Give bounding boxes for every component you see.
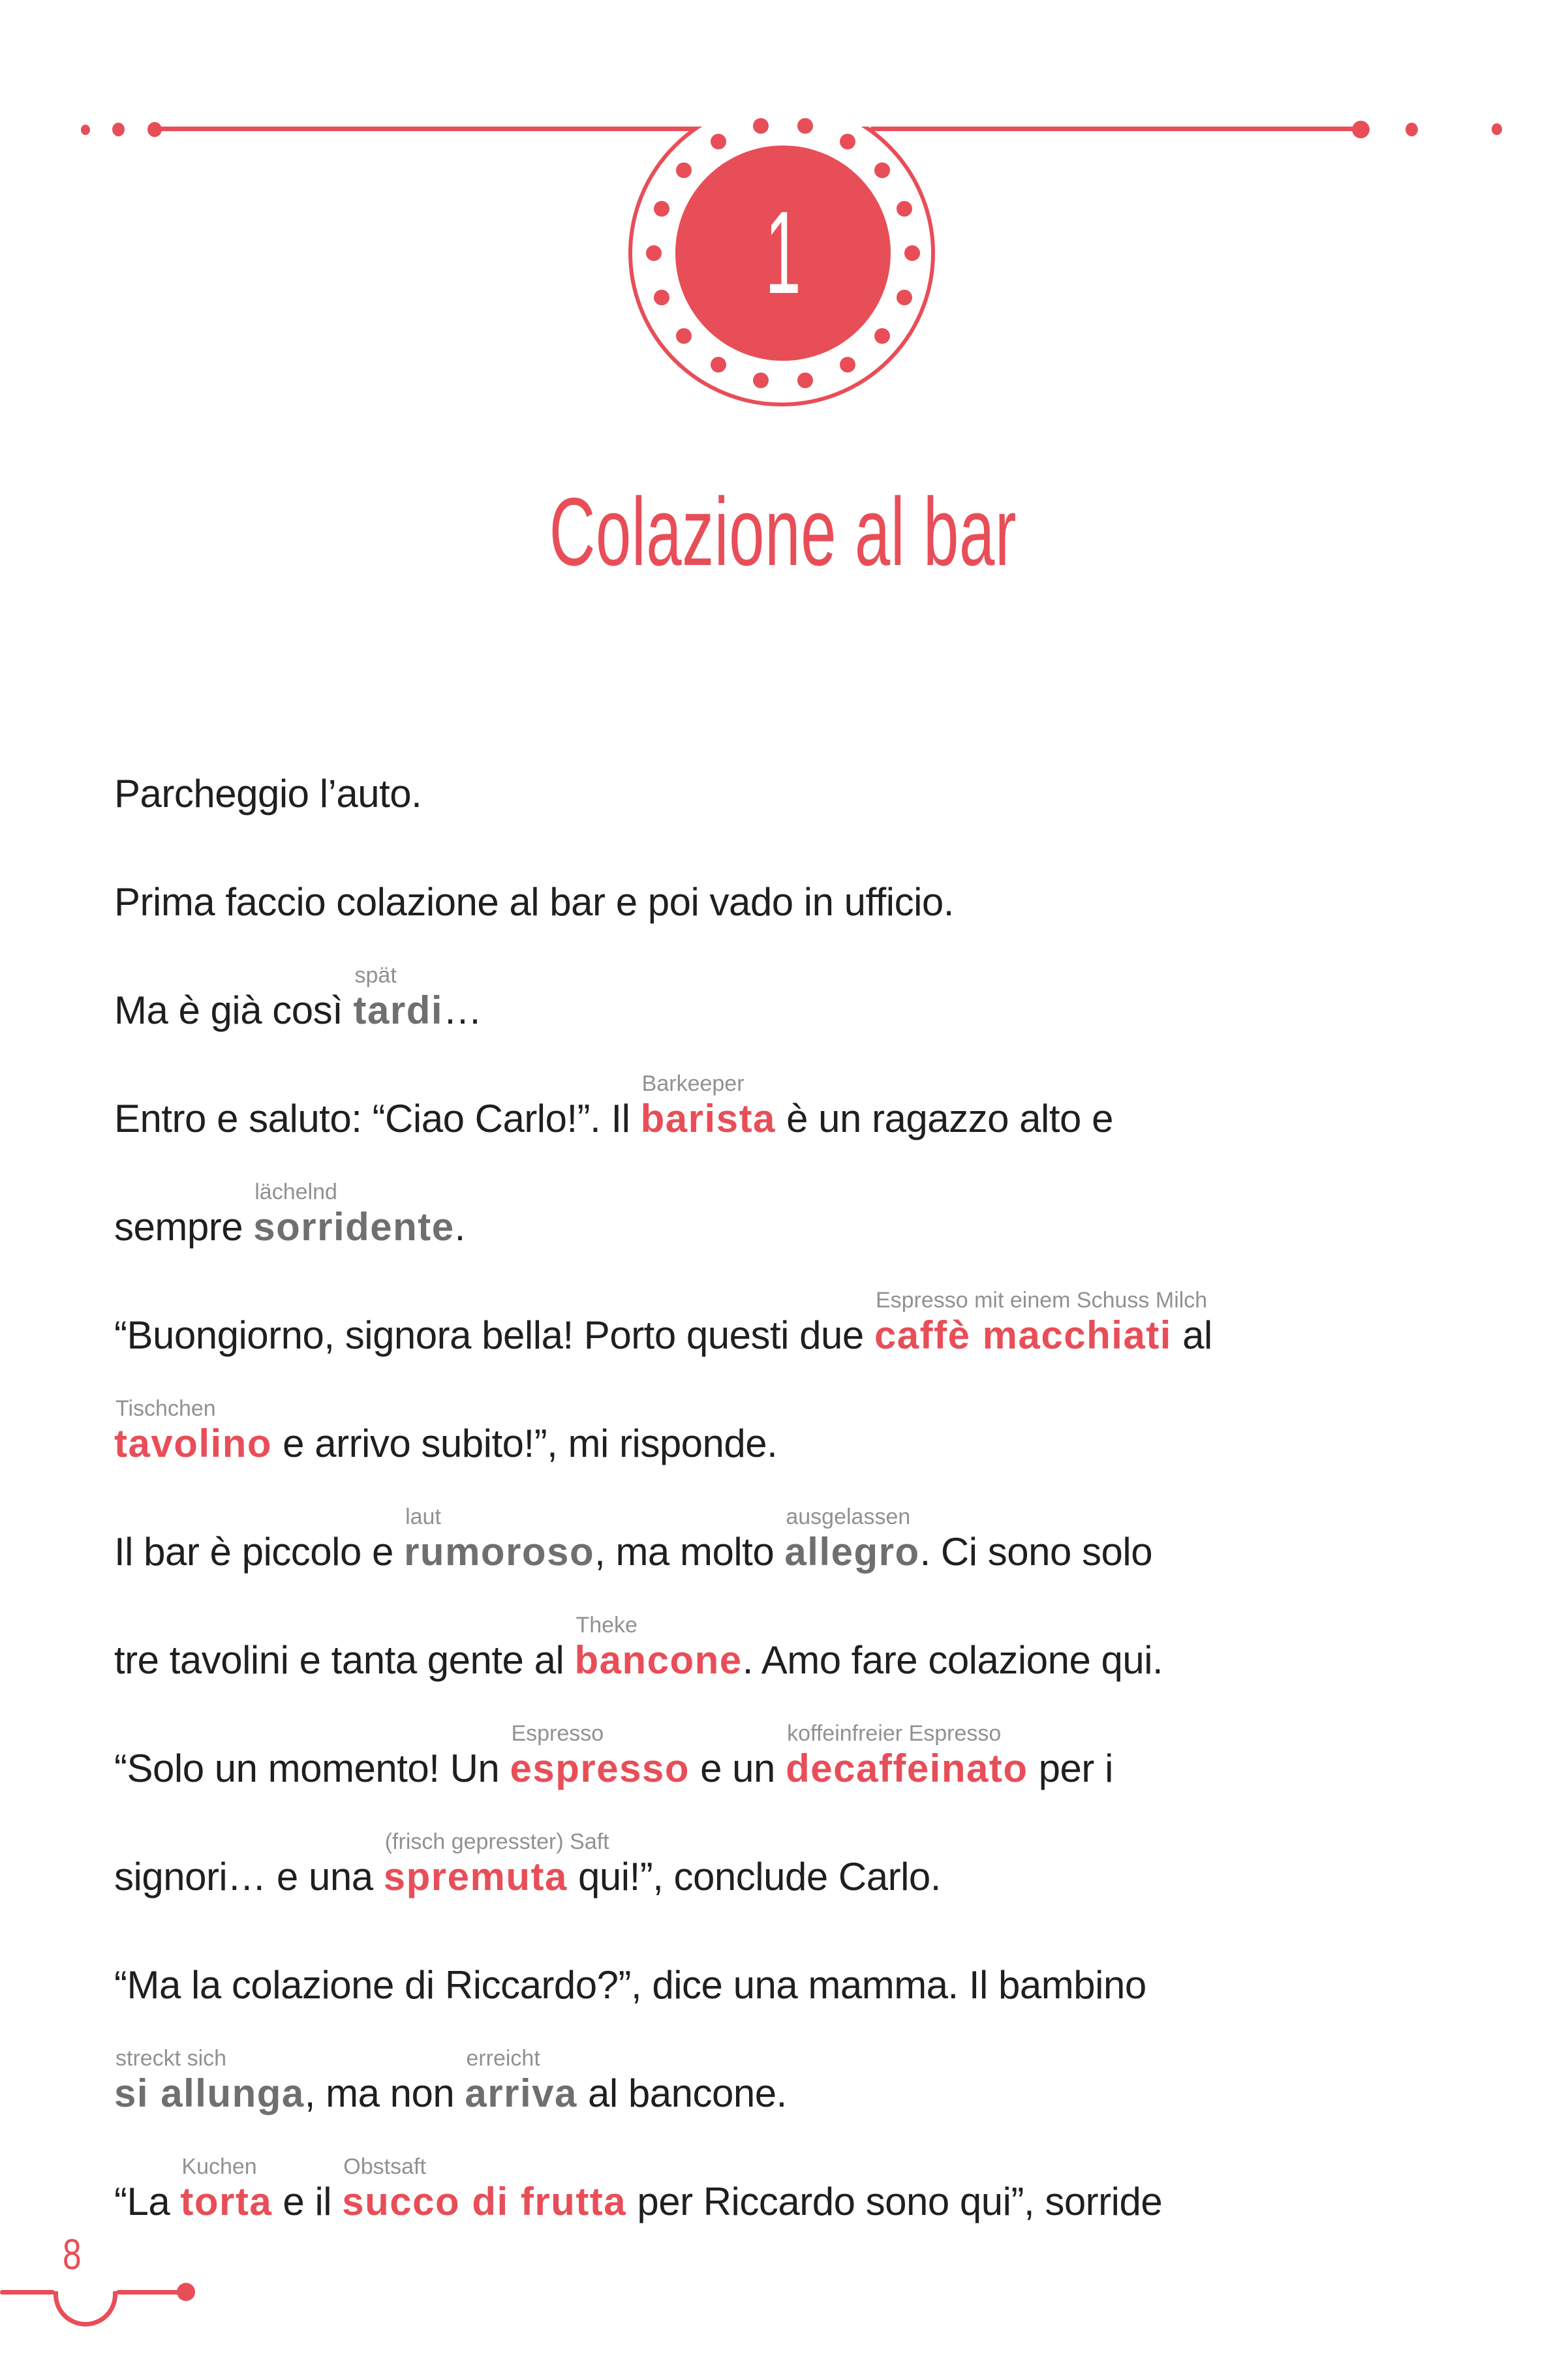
german-gloss: (frisch gepresster) Saft [384,1829,609,1854]
story-line [114,1281,1504,1390]
vocab-word: barista [640,1097,776,1140]
story-line [114,1173,1504,1281]
decoration-rule-right [870,127,1356,131]
story-line [114,1715,1504,1823]
german-gloss: ausgelassen [786,1504,911,1529]
story-text: Ma è già così [114,988,354,1032]
vocab-word: espresso [510,1747,690,1790]
story-line [114,1606,1504,1715]
decoration-dot [1405,123,1418,136]
story-text: … [443,988,482,1032]
german-gloss: lächelnd [254,1180,337,1204]
german-gloss: Tischchen [115,1396,216,1421]
story-text: “Buongiorno, signora bella! Porto questi due [114,1313,874,1357]
story-text: Il bar è piccolo e [114,1530,405,1574]
story-text: tre tavolini e tanta gente al [114,1638,575,1682]
badge-ring-dot [904,245,920,261]
badge-ring-dot [646,245,662,261]
vocab-word: allegro [784,1530,920,1574]
decoration-dot [81,125,90,135]
story-text: per i [1028,1747,1113,1790]
story-text: “La [114,2180,181,2223]
chapter-badge [675,145,891,361]
annotated-word [180,2148,272,2256]
annotated-word [465,2039,577,2148]
annotated-word [114,2039,305,2148]
story-text: e un [689,1747,786,1790]
story-text: . Ci sono solo [919,1530,1153,1574]
story-line [114,1931,1504,2039]
decoration-dot [1492,123,1502,135]
badge-ring-dot [897,290,912,305]
badge-ring-dot [840,134,855,149]
badge-ring-dot [753,118,769,134]
vocab-word: rumoroso [404,1530,595,1574]
story-text: . [454,1205,465,1249]
annotated-word [784,1498,919,1606]
vocab-word: decaffeinato [786,1747,1028,1790]
decoration-dot [112,123,125,136]
story-text: , ma molto [594,1530,785,1574]
annotated-word [574,1606,742,1715]
story-text: e arrivo subito!”, mi risponde. [272,1422,778,1465]
vocab-word: succo di frutta [342,2180,627,2223]
footer-rule-segment [0,2290,55,2295]
vocab-word: si allunga [114,2071,305,2115]
badge-ring-dot [711,134,726,149]
story-line [114,2039,1504,2148]
decoration-rule-left [155,127,696,131]
chapter-title: Colazione al bar [549,478,1017,586]
annotated-word [342,2148,626,2256]
vocab-word: caffè macchiati [874,1313,1172,1357]
vocab-word: tardi [353,988,444,1032]
german-gloss: streckt sich [115,2046,227,2071]
annotated-word [641,1065,776,1173]
badge-ring-dot [753,373,769,388]
german-gloss: Espresso mit einem Schuss Milch [875,1288,1208,1313]
german-gloss: spät [354,963,397,988]
story-text: è un ragazzo alto e [775,1097,1113,1140]
story-text: “Solo un momento! Un [114,1747,510,1790]
vocab-word: bancone [574,1638,743,1682]
annotated-word [354,956,444,1065]
story-lines [114,740,1504,2256]
annotated-word [253,1173,454,1281]
story-line [114,848,1504,956]
german-gloss: Kuchen [181,2154,257,2179]
story-text: “Ma la colazione di Riccardo?”, dice una mamma. Il bambino [114,1963,1146,2007]
chapter-badge-mask [672,78,894,127]
vocab-word: tavolino [114,1422,273,1465]
german-gloss: koffeinfreier Espresso [787,1721,1002,1746]
vocab-word: sorridente [253,1205,455,1249]
footer-arc [54,2291,117,2327]
story-line [114,956,1504,1065]
page-number: 8 [63,2230,82,2278]
story-line [114,1390,1504,1498]
footer-rule-segment [116,2290,184,2295]
story-text: Parcheggio l’auto. [114,772,422,816]
annotated-word [383,1823,609,1931]
story-text: al bancone. [577,2071,787,2115]
story-text: sempre [114,1205,254,1249]
german-gloss: Espresso [511,1721,604,1746]
badge-ring-dot [654,290,669,305]
badge-ring-dot [676,162,692,178]
story-text: , ma non [304,2071,465,2115]
story-text: per Riccardo sono qui”, sorride [626,2180,1163,2223]
story-text: qui!”, conclude Carlo. [567,1855,941,1899]
story-text: signori… e una [114,1855,384,1899]
german-gloss: Theke [576,1613,637,1638]
story-text: Prima faccio colazione al bar e poi vado in ufficio. [114,880,954,924]
story-line [114,1823,1504,1931]
vocab-word: arriva [465,2071,577,2115]
german-gloss: laut [405,1504,441,1529]
german-gloss: Obstsaft [343,2154,426,2179]
german-gloss: erreicht [466,2046,540,2071]
story-line [114,1065,1504,1173]
chapter-number: 1 [765,187,801,318]
story-text: al [1171,1313,1212,1357]
badge-ring-dot [874,328,890,344]
annotated-word [404,1498,594,1606]
footer-end-dot [177,2283,195,2301]
story-line [114,1498,1504,1606]
story-line [114,740,1504,848]
story-text: . Amo fare colazione qui. [742,1638,1163,1682]
vocab-word: spremuta [383,1855,568,1899]
annotated-word [510,1715,690,1823]
badge-ring-dot [874,162,890,178]
story-text: Entro e saluto: “Ciao Carlo!”. Il [114,1097,641,1140]
annotated-word [114,1390,272,1498]
annotated-word [786,1715,1028,1823]
german-gloss: Barkeeper [641,1071,745,1096]
vocab-word: torta [180,2180,273,2223]
story-text: e il [272,2180,343,2223]
story-line [114,2148,1504,2256]
